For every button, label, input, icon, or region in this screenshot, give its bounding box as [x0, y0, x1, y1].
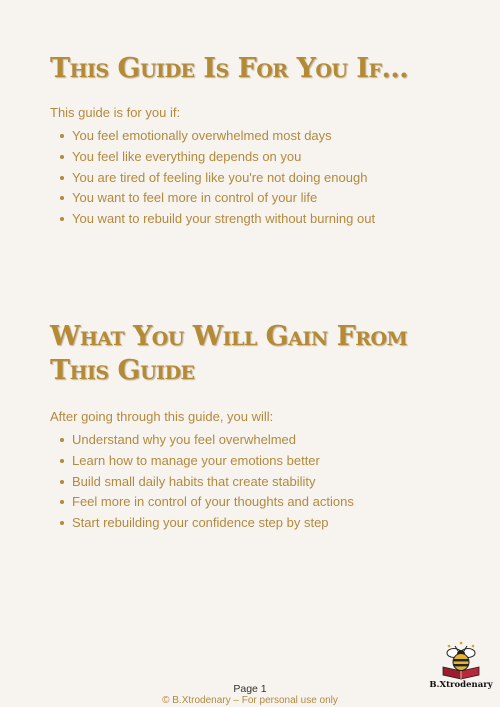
section-for-you: [50, 52, 460, 230]
list-item: Start rebuilding your confidence step by step: [58, 513, 460, 534]
section-intro-for-you: This guide is for you if:: [50, 105, 181, 120]
bullet-list-for-you: [50, 126, 460, 230]
section-intro-gain: After going through this guide, you will:: [50, 409, 274, 424]
list-item: You feel emotionally overwhelmed most days: [58, 126, 460, 147]
list-item: Feel more in control of your thoughts and actions: [58, 492, 460, 513]
list-item: Learn how to manage your emotions better: [58, 451, 460, 472]
heading-line: What You Will Gain From: [50, 321, 408, 352]
copyright-notice: © B.Xtrodenary – For personal use only: [162, 695, 338, 706]
list-item: You want to feel more in control of your life: [58, 188, 460, 209]
list-item: You are tired of feeling like you're not doing enough: [58, 168, 460, 189]
page-number: Page 1: [233, 683, 267, 695]
page-footer: [0, 683, 500, 707]
list-item: You want to rebuild your strength without burning out: [58, 209, 460, 230]
brand-name: B.Xtrodenary: [429, 680, 493, 690]
section-heading-gain: [50, 320, 460, 388]
bullet-list-gain: [50, 430, 460, 534]
section-gain: [50, 320, 460, 534]
heading-line: This Guide: [50, 355, 195, 386]
bee-with-book-logo-icon: [435, 640, 487, 680]
list-item: You feel like everything depends on you: [58, 147, 460, 168]
list-item: Understand why you feel overwhelmed: [58, 430, 460, 451]
list-item: Build small daily habits that create stability: [58, 472, 460, 493]
section-heading-for-you: This Guide Is For You If...: [50, 53, 409, 84]
